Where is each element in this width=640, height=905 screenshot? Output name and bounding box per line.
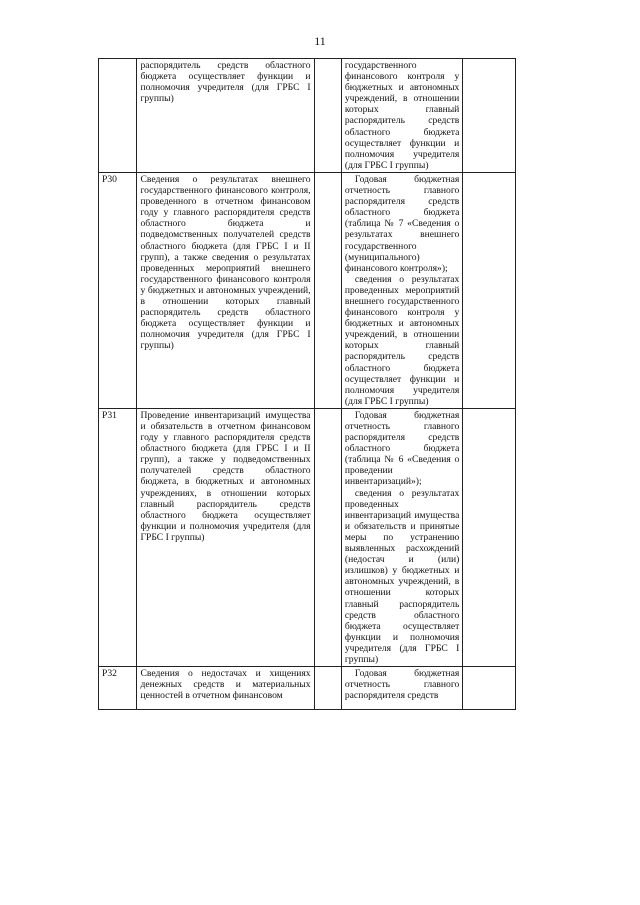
table-row [99,172,516,408]
row-description: распорядитель средств областного бюджета осуществляет функции и полномочия учредителя (для ГРБС I группы) [137,59,314,173]
row-source [341,408,462,666]
empty-cell [463,667,516,710]
source-paragraph: государственного финансового контроля у бюджетных и автономных учреждений, в отношении которых главный распорядитель средств областного бюджета осуществляет функции и полномочия учредителя (для ГРБС I группы) [344,60,460,171]
table-row [99,59,516,173]
empty-cell [314,408,341,666]
empty-cell [314,172,341,408]
source-paragraph: Годовая бюджетная отчетность главного распорядителя средств [344,668,460,702]
row-description: Проведение инвентаризаций имущества и обязательств в отчетном финансовом году у главного распорядителя средств областного бюджета (для ГРБС I и II групп), а также у подведомственных получателей средств областного бюджета, в бюджетных и автономных учреждениях, в отношении которых главный распорядитель средств областного бюджета осуществляет функции и полномочия учредителя (для ГРБС I группы) [137,408,314,666]
row-source [341,59,462,173]
indicators-table [98,58,516,710]
empty-cell [314,59,341,173]
source-paragraph: Годовая бюджетная отчетность главного распорядителя средств областного бюджета (таблица № 6 «Сведения о проведении инвентаризаций»); [344,409,460,488]
source-paragraph: сведения о результатах проведенных инвентаризаций имущества и обязательств и принятые меры по устранению выявленных расхождений (недостач и (или) излишков) у бюджетных и автономных учреждений, в отношении которых главный распорядитель средств областного бюджета осуществляет функции и полномочия учредителя (для ГРБС I группы) [344,487,460,665]
row-code: Р32 [99,667,137,710]
empty-cell [314,667,341,710]
row-code: Р30 [99,172,137,408]
source-paragraph: сведения о результатах проведенных мероприятий внешнего государственного финансового контроля у бюджетных и автономных учреждений, в отношении которых главный распорядитель средств областного бюджета осуществляет функции и полномочия учредителя (для ГРБС I группы) [344,273,460,407]
row-description: Сведения о недостачах и хищениях денежных средств и материальных ценностей в отчетном финансовом [137,667,314,710]
source-paragraph: Годовая бюджетная отчетность главного распорядителя средств областного бюджета (таблица № 7 «Сведения о результатах внешнего государственного (муниципального) финансового контроля»); [344,173,460,274]
empty-cell [463,59,516,173]
row-source [341,172,462,408]
table-row [99,408,516,666]
row-code: Р31 [99,408,137,666]
empty-cell [463,172,516,408]
row-source [341,667,462,710]
row-description: Сведения о результатах внешнего государственного финансового контроля, проведенного в отчетном финансовом году у главного распорядителя средств областного бюджета и подведомственных получателей средств областного бюджета (для ГРБС I и II групп), а также сведения о результатах проведенных мероприятий внешнего государственного финансового контроля у бюджетных и автономных учреждений, в отношении которых главный распорядитель средств областного бюджета осуществляет функции и полномочия учредителя (для ГРБС I группы) [137,172,314,408]
page-number: 11 [314,34,326,48]
table-row [99,667,516,710]
empty-cell [463,408,516,666]
row-code [99,59,137,173]
